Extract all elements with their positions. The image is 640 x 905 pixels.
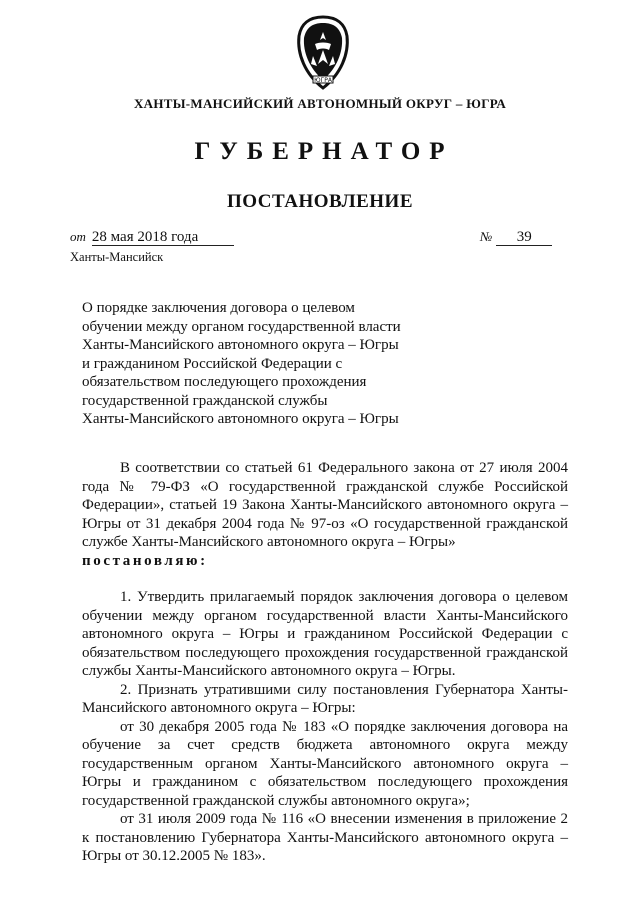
item-2-a: от 30 декабря 2005 года № 183 «О порядке заключения договора на обучение за счет средств бюджета автономного округа между государственным органом Ханты-Мансийского автономного округа – Югры и гражданином с обязательством последующего прохождения государственной гражданской службы автономного округа»;	[82, 718, 568, 809]
title-line: Ханты-Мансийского автономного округа – Югры	[82, 411, 399, 427]
number-prefix: №	[480, 229, 493, 244]
region-name: ХАНТЫ-МАНСИЙСКИЙ АВТОНОМНЫЙ ОКРУГ – ЮГРА	[133, 96, 507, 111]
date-prefix: от	[70, 229, 86, 244]
title-line: обучении между органом государственной власти	[82, 318, 401, 335]
document-type: ПОСТАНОВЛЕНИЕ	[226, 191, 414, 212]
item-1: 1. Утвердить прилагаемый порядок заключения договора о целевом обучении между органом государственной власти Ханты-Мансийского автономного округа – Югры и гражданином Российской Федерации с обязательством последующего прохождения государственной гражданской службы Ханты-Мансийского автономного округа – Югры.	[82, 589, 568, 679]
item-2: 2. Признать утратившими силу постановления Губернатора Ханты-Мансийского автономного округа – Югры:	[82, 681, 568, 716]
title-line: обязательством последующего прохождения	[82, 374, 367, 390]
preamble-paragraph	[82, 459, 568, 552]
emblem-label: ЮГРА	[314, 77, 332, 84]
authority-title: ГУБЕРНАТОР	[194, 138, 454, 165]
title-line: государственной гражданской службы	[82, 392, 328, 409]
title-line: Ханты-Мансийского автономного округа – Югры	[82, 337, 399, 353]
decree-word-line	[82, 552, 568, 571]
date-line	[70, 229, 234, 246]
document-number: 39	[496, 229, 552, 246]
document-title	[82, 299, 422, 429]
title-line: и гражданином Российской Федерации с	[82, 355, 343, 372]
preamble-text: В соответствии со статьей 61 Федерального закона от 27 июля 2004 года № 79-ФЗ «О государственной гражданской службе Российской Федерации», статьей 19 Закона Ханты-Мансийского автономного округа – Югры от 31 декабря 2004 года № 97-оз «О государственной гражданской службе Ханты-Мансийского автономного округа – Югры»	[82, 460, 568, 550]
document-date: 28 мая 2018 года	[92, 229, 234, 246]
item-2-b: от 31 июля 2009 года № 116 «О внесении изменения в приложение 2 к постановлению Губернатора Ханты-Мансийского автономного округа – Югры от 30.12.2005 № 183».	[82, 811, 568, 864]
title-line: О порядке заключения договора о целевом	[82, 300, 355, 316]
decree-word: постановляю	[82, 552, 201, 569]
document-body	[82, 459, 568, 866]
number-line	[480, 229, 552, 246]
decree-colon: :	[200, 552, 208, 569]
city: Ханты-Мансийск	[70, 250, 164, 264]
coat-of-arms-icon	[293, 14, 353, 94]
